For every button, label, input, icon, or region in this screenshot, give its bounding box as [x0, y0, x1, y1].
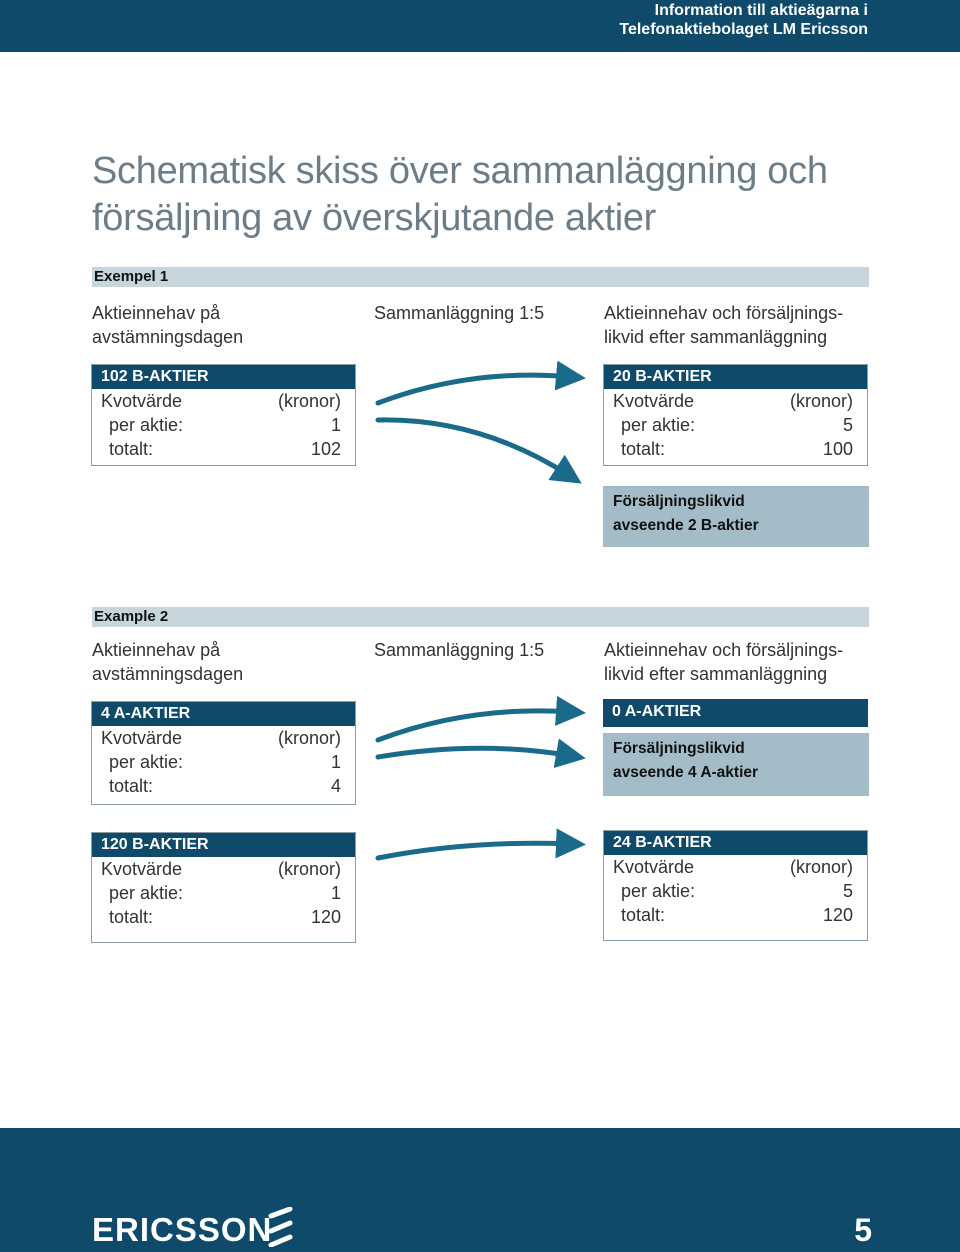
column-left-heading-line-1: Aktieinnehav på: [92, 303, 221, 323]
ex2-before-a-box: [91, 701, 356, 805]
ex1-before-title: 102 B-AKTIER: [92, 365, 355, 389]
page-footer: [0, 1128, 960, 1252]
total-row: [604, 903, 867, 940]
header-line-2: Telefonaktiebolaget LM Ericsson: [619, 21, 868, 38]
ex2-arrow-to-a-shares: [378, 711, 572, 740]
column-right-heading: [604, 301, 843, 349]
kvotvarde-row: [92, 726, 355, 750]
column-left-heading-line-1: Aktieinnehav på: [92, 640, 221, 660]
ex1-before-box: [91, 364, 356, 466]
ex1-arrow-to-proceeds: [378, 420, 570, 476]
kvotvarde-row: [604, 389, 867, 413]
total-value: 120: [310, 907, 341, 927]
per-share-value: 5: [842, 881, 853, 901]
total-row: [92, 437, 355, 465]
ex1-proceeds-line-1: Försäljningslikvid: [613, 493, 745, 510]
total-value: 100: [822, 439, 853, 459]
total-label: totalt:: [621, 905, 666, 925]
per-share-row: [92, 413, 355, 437]
total-value: 120: [822, 905, 853, 925]
ex2-after-b-box: [603, 830, 868, 941]
per-share-row: [604, 413, 867, 437]
per-share-row: [92, 881, 355, 905]
kvotvarde-label: Kvotvärde: [101, 391, 183, 411]
per-share-value: 1: [330, 752, 341, 772]
column-right-heading-line-2: likvid efter sammanläggning: [604, 664, 828, 684]
column-right-heading: [604, 638, 843, 686]
page-number: 5: [854, 1212, 872, 1248]
total-row: [604, 437, 867, 465]
ex2-before-b-title: 120 B-AKTIER: [92, 833, 355, 857]
ex2-arrow-to-b-shares: [378, 843, 572, 858]
kvotvarde-label: Kvotvärde: [613, 391, 695, 411]
page-header: [0, 0, 960, 52]
kronor-label: (kronor): [277, 859, 341, 879]
kvotvarde-label: Kvotvärde: [101, 859, 183, 879]
total-label: totalt:: [109, 439, 154, 459]
total-row: [92, 774, 355, 804]
header-line-1: Information till aktieägarna i: [654, 2, 868, 19]
total-label: totalt:: [109, 776, 154, 796]
kvotvarde-row: [92, 389, 355, 413]
column-middle-heading: Sammanläggning 1:5: [374, 640, 545, 660]
per-share-value: 1: [330, 415, 341, 435]
per-share-label: per aktie:: [109, 752, 184, 772]
total-label: totalt:: [621, 439, 666, 459]
per-share-label: per aktie:: [621, 415, 696, 435]
example-1-heading: Exempel 1: [92, 267, 869, 287]
column-left-heading-line-2: avstämningsdagen: [92, 664, 244, 684]
column-right-heading-line-1: Aktieinnehav och försäljnings-: [604, 640, 844, 660]
per-share-value: 1: [330, 883, 341, 903]
ex1-after-title: 20 B-AKTIER: [604, 365, 867, 389]
kronor-label: (kronor): [789, 391, 853, 411]
column-left-heading: [92, 301, 243, 349]
total-label: totalt:: [109, 907, 154, 927]
per-share-row: [604, 879, 867, 903]
ex2-proceeds-box: [603, 733, 869, 796]
column-right-heading-line-2: likvid efter sammanläggning: [604, 327, 828, 347]
page-title-line-1: Schematisk skiss över sammanläggning och: [92, 150, 828, 192]
ex2-proceeds-line-2: avseende 4 A-aktier: [613, 764, 759, 781]
ex2-after-b-title: 24 B-AKTIER: [604, 831, 867, 855]
ex1-proceeds-box: [603, 486, 869, 547]
kvotvarde-label: Kvotvärde: [101, 728, 183, 748]
ericsson-logo-mark-icon: [263, 1207, 297, 1247]
per-share-value: 5: [842, 415, 853, 435]
kronor-label: (kronor): [277, 391, 341, 411]
column-right-heading-line-1: Aktieinnehav och försäljnings-: [604, 303, 844, 323]
page-title-line-2: försäljning av överskjutande aktier: [92, 197, 657, 239]
kvotvarde-label: Kvotvärde: [613, 857, 695, 877]
per-share-label: per aktie:: [109, 415, 184, 435]
total-value: 4: [330, 776, 341, 796]
ex2-after-a-title: 0 A-AKTIER: [603, 699, 868, 727]
ex2-arrow-to-proceeds: [378, 748, 572, 757]
column-left-heading-line-2: avstämningsdagen: [92, 327, 244, 347]
ex1-after-box: [603, 364, 868, 466]
column-middle-heading: Sammanläggning 1:5: [374, 303, 545, 323]
kronor-label: (kronor): [277, 728, 341, 748]
ex2-before-a-title: 4 A-AKTIER: [92, 702, 355, 726]
kronor-label: (kronor): [789, 857, 853, 877]
ericsson-wordmark: ERICSSON: [92, 1211, 273, 1248]
total-row: [92, 905, 355, 942]
per-share-label: per aktie:: [109, 883, 184, 903]
per-share-label: per aktie:: [621, 881, 696, 901]
ex2-before-b-box: [91, 832, 356, 943]
kvotvarde-row: [604, 855, 867, 879]
column-left-heading: [92, 638, 243, 686]
per-share-row: [92, 750, 355, 774]
ex2-proceeds-line-1: Försäljningslikvid: [613, 740, 745, 757]
total-value: 102: [310, 439, 341, 459]
example-2-heading: Example 2: [92, 607, 869, 627]
ex1-proceeds-line-2: avseende 2 B-aktier: [613, 517, 759, 534]
ex1-arrow-to-shares: [378, 375, 572, 403]
kvotvarde-row: [92, 857, 355, 881]
